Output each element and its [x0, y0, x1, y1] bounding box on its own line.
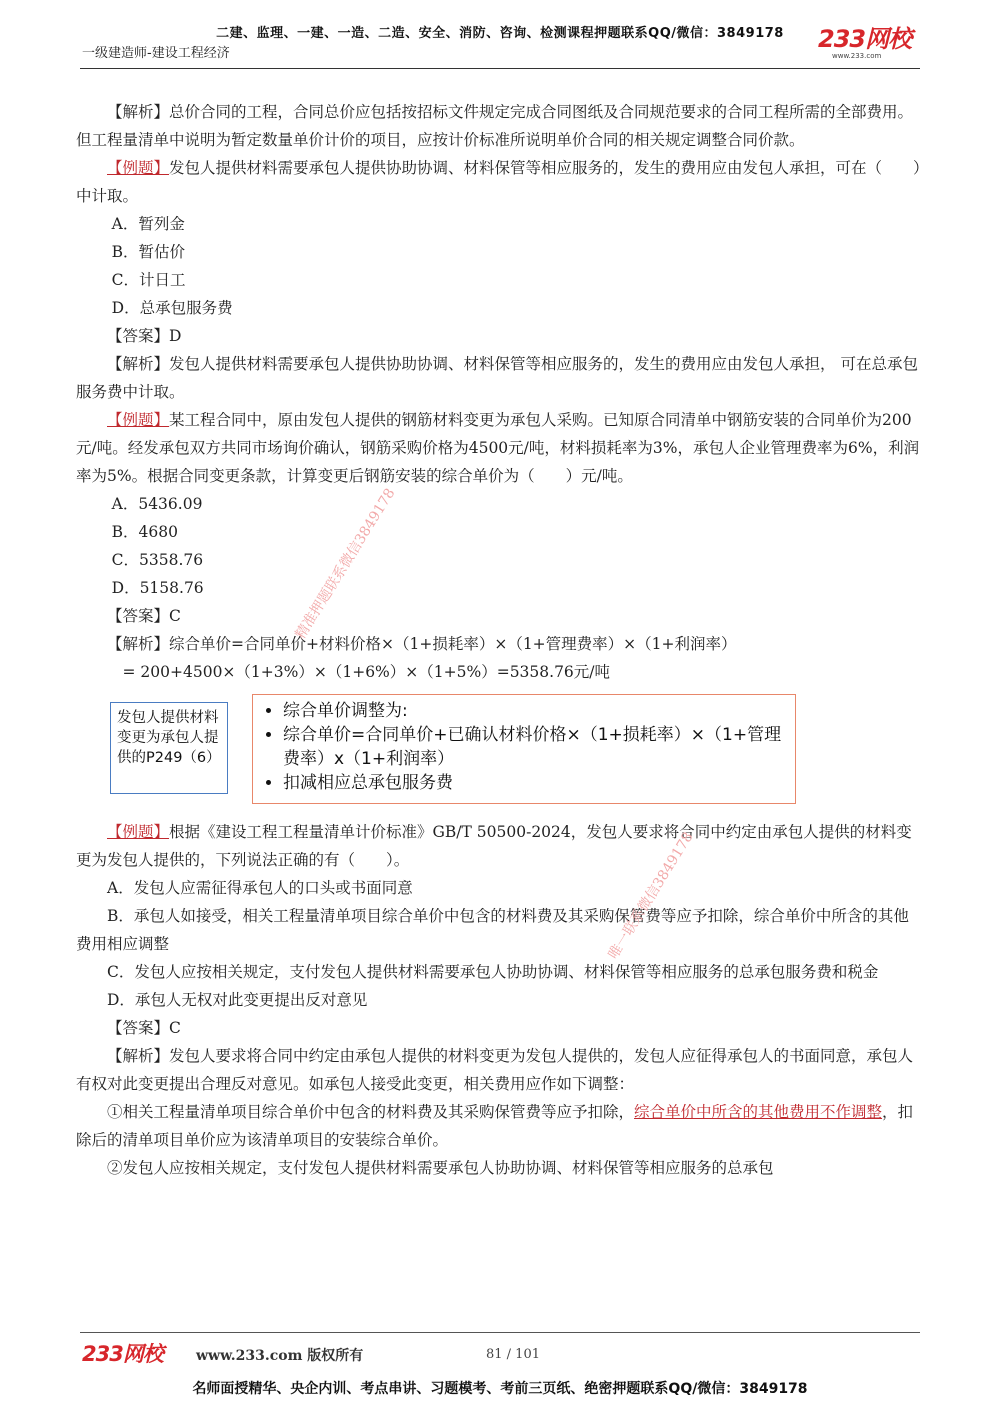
site-logo: [818, 26, 920, 64]
option-d: D．5158.76: [111, 579, 204, 597]
adjustment-item-1: [76, 1098, 924, 1154]
question-text: 某工程合同中，原由发包人提供的钢筋材料变更为承包人采购。已知原合同清单中钢筋安装的合同单价为200元/吨。经发承包双方共同市场询价确认，钢筋采购价格为4500元/吨，材料损耗率为3%，承包人企业管理费率为6%，利润率为5%。根据合同变更条款，计算变更后钢筋安装的综合单价为（ ）元/吨。: [76, 411, 920, 485]
footer-contact-line: 名师面授精华、央企内训、考点串讲、习题模考、考前三页纸、绝密押题联系QQ/微信：3849178: [192, 1381, 808, 1397]
answer-tag: 【答案】: [107, 607, 170, 625]
option-d: D．承包人无权对此变更提出反对意见: [107, 991, 368, 1009]
item-text: ，扣除后的清单项目单价应为该清单项目的安装综合单价。: [76, 1103, 914, 1149]
option-b: B．4680: [111, 523, 178, 541]
analysis-tag: 【解析】: [107, 1047, 170, 1065]
option-c: C．计日工: [111, 271, 186, 289]
topic-box: 发包人提供材料变更为承包人提供的P249（6）: [110, 702, 228, 794]
page-content: [76, 98, 924, 1182]
question-3: [76, 818, 924, 874]
analysis-tag: 【解析】: [107, 103, 170, 121]
rule-list: [263, 699, 785, 795]
header-contact-line: 二建、监理、一建、一造、二造、安全、消防、咨询、检测课程押题联系QQ/微信：3849178: [216, 26, 784, 41]
explanation-2: [76, 630, 924, 658]
question-text: 根据《建设工程工程量清单计价标准》GB/T 50500-2024，发包人要求将合同中约定由承包人提供的材料变更为发包人提供的，下列说法正确的有（ ）。: [76, 823, 912, 869]
option-c: C．发包人应按相关规定，支付发包人提供材料需要承包人协助协调、材料保管等相应服务的总承包服务费和税金: [107, 963, 879, 981]
rule-box: [252, 694, 796, 804]
question-text: 发包人提供材料需要承包人提供协助协调、材料保管等相应服务的，发生的费用应由发包人承担，可在（ ）中计取。: [76, 159, 921, 205]
footer-divider: [80, 1332, 920, 1333]
answer-tag: 【答案】: [107, 327, 170, 345]
rule-item: • 综合单价调整为:: [283, 699, 785, 723]
option-b: B．暂估价: [111, 243, 186, 261]
answer-2: [76, 602, 924, 630]
option-a: A．发包人应需征得承包人的口头或书面同意: [107, 879, 413, 897]
footer-copyright: www.233.com 版权所有: [196, 1348, 364, 1364]
option-a: A．5436.09: [111, 495, 203, 513]
answer-value: D: [169, 327, 182, 345]
explanation-text: 发包人提供材料需要承包人提供协助协调、材料保管等相应服务的，发生的费用应由发包人承担， 可在总承包服务费中计取。: [76, 355, 918, 401]
explanation-3: [76, 1042, 924, 1098]
example-tag: 【例题】: [107, 159, 170, 177]
formula-text: 综合单价=合同单价+材料价格×（1+损耗率）×（1+管理费率）×（1+利润率）: [169, 635, 737, 653]
analysis-paragraph: [76, 98, 924, 154]
adjustment-item-2: ②发包人应按相关规定，支付发包人提供材料需要承包人协助协调、材料保管等相应服务的总承包: [107, 1159, 774, 1177]
watermark: 精准押题联系微信3849178: [292, 485, 399, 643]
answer-1: [76, 322, 924, 350]
watermark: 唯一联系微信3849178: [605, 829, 697, 963]
rule-item: • 综合单价=合同单价+已确认材料价格×（1+损耗率）×（1+管理费率）x（1+利润率）: [283, 723, 785, 771]
question-2: [76, 406, 924, 490]
option-c: C．5358.76: [111, 551, 204, 569]
option-a: A．暂列金: [111, 215, 185, 233]
explanation-text: 发包人要求将合同中约定由承包人提供的材料变更为发包人提供的，发包人应征得承包人的书面同意，承包人有权对此变更提出合理反对意见。如承包人接受此变更，相关费用应作如下调整：: [76, 1047, 914, 1093]
example-tag: 【例题】: [107, 823, 170, 841]
question-1: [76, 154, 924, 210]
logo-text: 233网校: [818, 25, 912, 53]
analysis-tag: 【解析】: [107, 355, 170, 373]
answer-value: C: [169, 607, 181, 625]
logo-url: www.233.com: [832, 52, 882, 60]
header-course-title: 一级建造师-建设工程经济: [82, 46, 230, 61]
explanation-1: [76, 350, 924, 406]
option-b: B．承包人如接受，相关工程量清单项目综合单价中包含的材料费及其采购保管费等应予扣除，综合单价中所含的其他费用相应调整: [76, 907, 909, 953]
page-number: 81 / 101: [486, 1347, 540, 1362]
rule-item: • 扣减相应总承包服务费: [283, 771, 785, 795]
answer-tag: 【答案】: [107, 1019, 170, 1037]
header-divider: [80, 68, 920, 69]
highlighted-text: 综合单价中所含的其他费用不作调整: [634, 1103, 883, 1121]
calculation-line: = 200+4500×（1+3%）×（1+6%）×（1+5%）=5358.76元/吨: [122, 663, 611, 681]
answer-value: C: [169, 1019, 181, 1037]
analysis-tag: 【解析】: [107, 635, 170, 653]
answer-3: [76, 1014, 924, 1042]
footer-logo: 233网校: [82, 1342, 163, 1366]
option-d: D．总承包服务费: [111, 299, 233, 317]
analysis-text: 总价合同的工程，合同总价应包括按招标文件规定完成合同图纸及合同规范要求的合同工程所需的全部费用。但工程量清单中说明为暂定数量单价计价的项目，应按计价标准所说明单价合同的相关规定调整合同价款。: [76, 103, 914, 149]
item-text: ①相关工程量清单项目综合单价中包含的材料费及其采购保管费等应予扣除，: [107, 1103, 635, 1121]
summary-diagram: [76, 694, 924, 816]
example-tag: 【例题】: [107, 411, 170, 429]
